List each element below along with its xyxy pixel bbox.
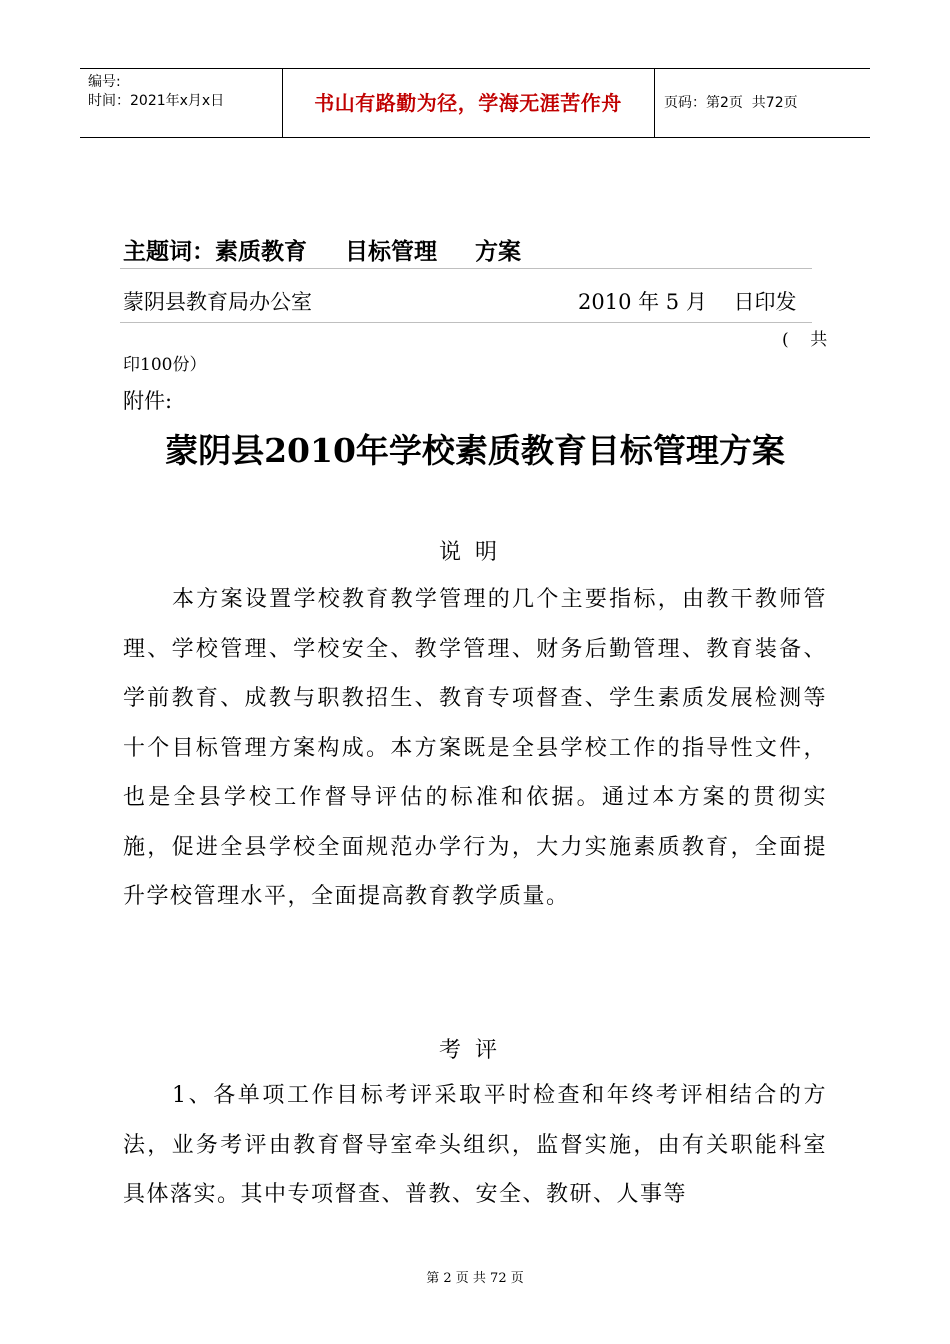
header-motto: 书山有路勤为径，学海无涯苦作舟 xyxy=(314,91,622,115)
page-footer: 第 2 页 共 72 页 xyxy=(426,1271,524,1286)
header-page-info: 页码：第2页 共72页 xyxy=(664,95,798,111)
page-header xyxy=(80,68,870,138)
evaluation-paragraph: 1、各单项工作目标考评采取平时检查和年终考评相结合的方法，业务考评由教育督导室牵头组织，监督实施，由有关职能科室具体落实。其中专项督查、普教、安全、教研、人事等 xyxy=(123,1083,827,1207)
subject-keyword: 目标管理 xyxy=(345,239,437,265)
time-label: 时间：2021年x月x日 xyxy=(88,93,225,109)
section-heading-evaluation: 考评 xyxy=(438,1038,511,1063)
divider-line xyxy=(120,322,812,323)
header-meta xyxy=(88,73,283,111)
header-divider xyxy=(654,69,655,137)
issuer: 蒙阴县教育局办公室 xyxy=(123,290,312,314)
attachment-label: 附件: xyxy=(123,389,173,413)
document-title: 蒙阴县2010年学校素质教育目标管理方案 xyxy=(165,431,785,470)
subject-label: 主题词：素质教育 xyxy=(123,239,307,265)
subject-keywords xyxy=(123,233,521,266)
number-label: 编号: xyxy=(88,74,121,90)
divider-line xyxy=(120,268,812,269)
copies-count-part1: ( 共 xyxy=(782,330,828,350)
issue-date: 2010 年 5 月 日印发 xyxy=(578,290,797,314)
copies-count-part2: 印100份） xyxy=(123,355,207,375)
subject-keyword: 方案 xyxy=(475,239,521,265)
section-heading-explanation: 说明 xyxy=(438,540,511,565)
explanation-paragraph: 本方案设置学校教育教学管理的几个主要指标，由教干教师管理、学校管理、学校安全、教学管理、财务后勤管理、教育装备、学前教育、成教与职教招生、教育专项督查、学生素质发展检测等十个目标管理方案构成。本方案既是全县学校工作的指导性文件，也是全县学校工作督导评估的标准和依据。通过本方案的贯彻实施，促进全县学校全面规范办学行为，大力实施素质教育，全面提升学校管理水平，全面提高教育教学质量。 xyxy=(123,587,827,909)
